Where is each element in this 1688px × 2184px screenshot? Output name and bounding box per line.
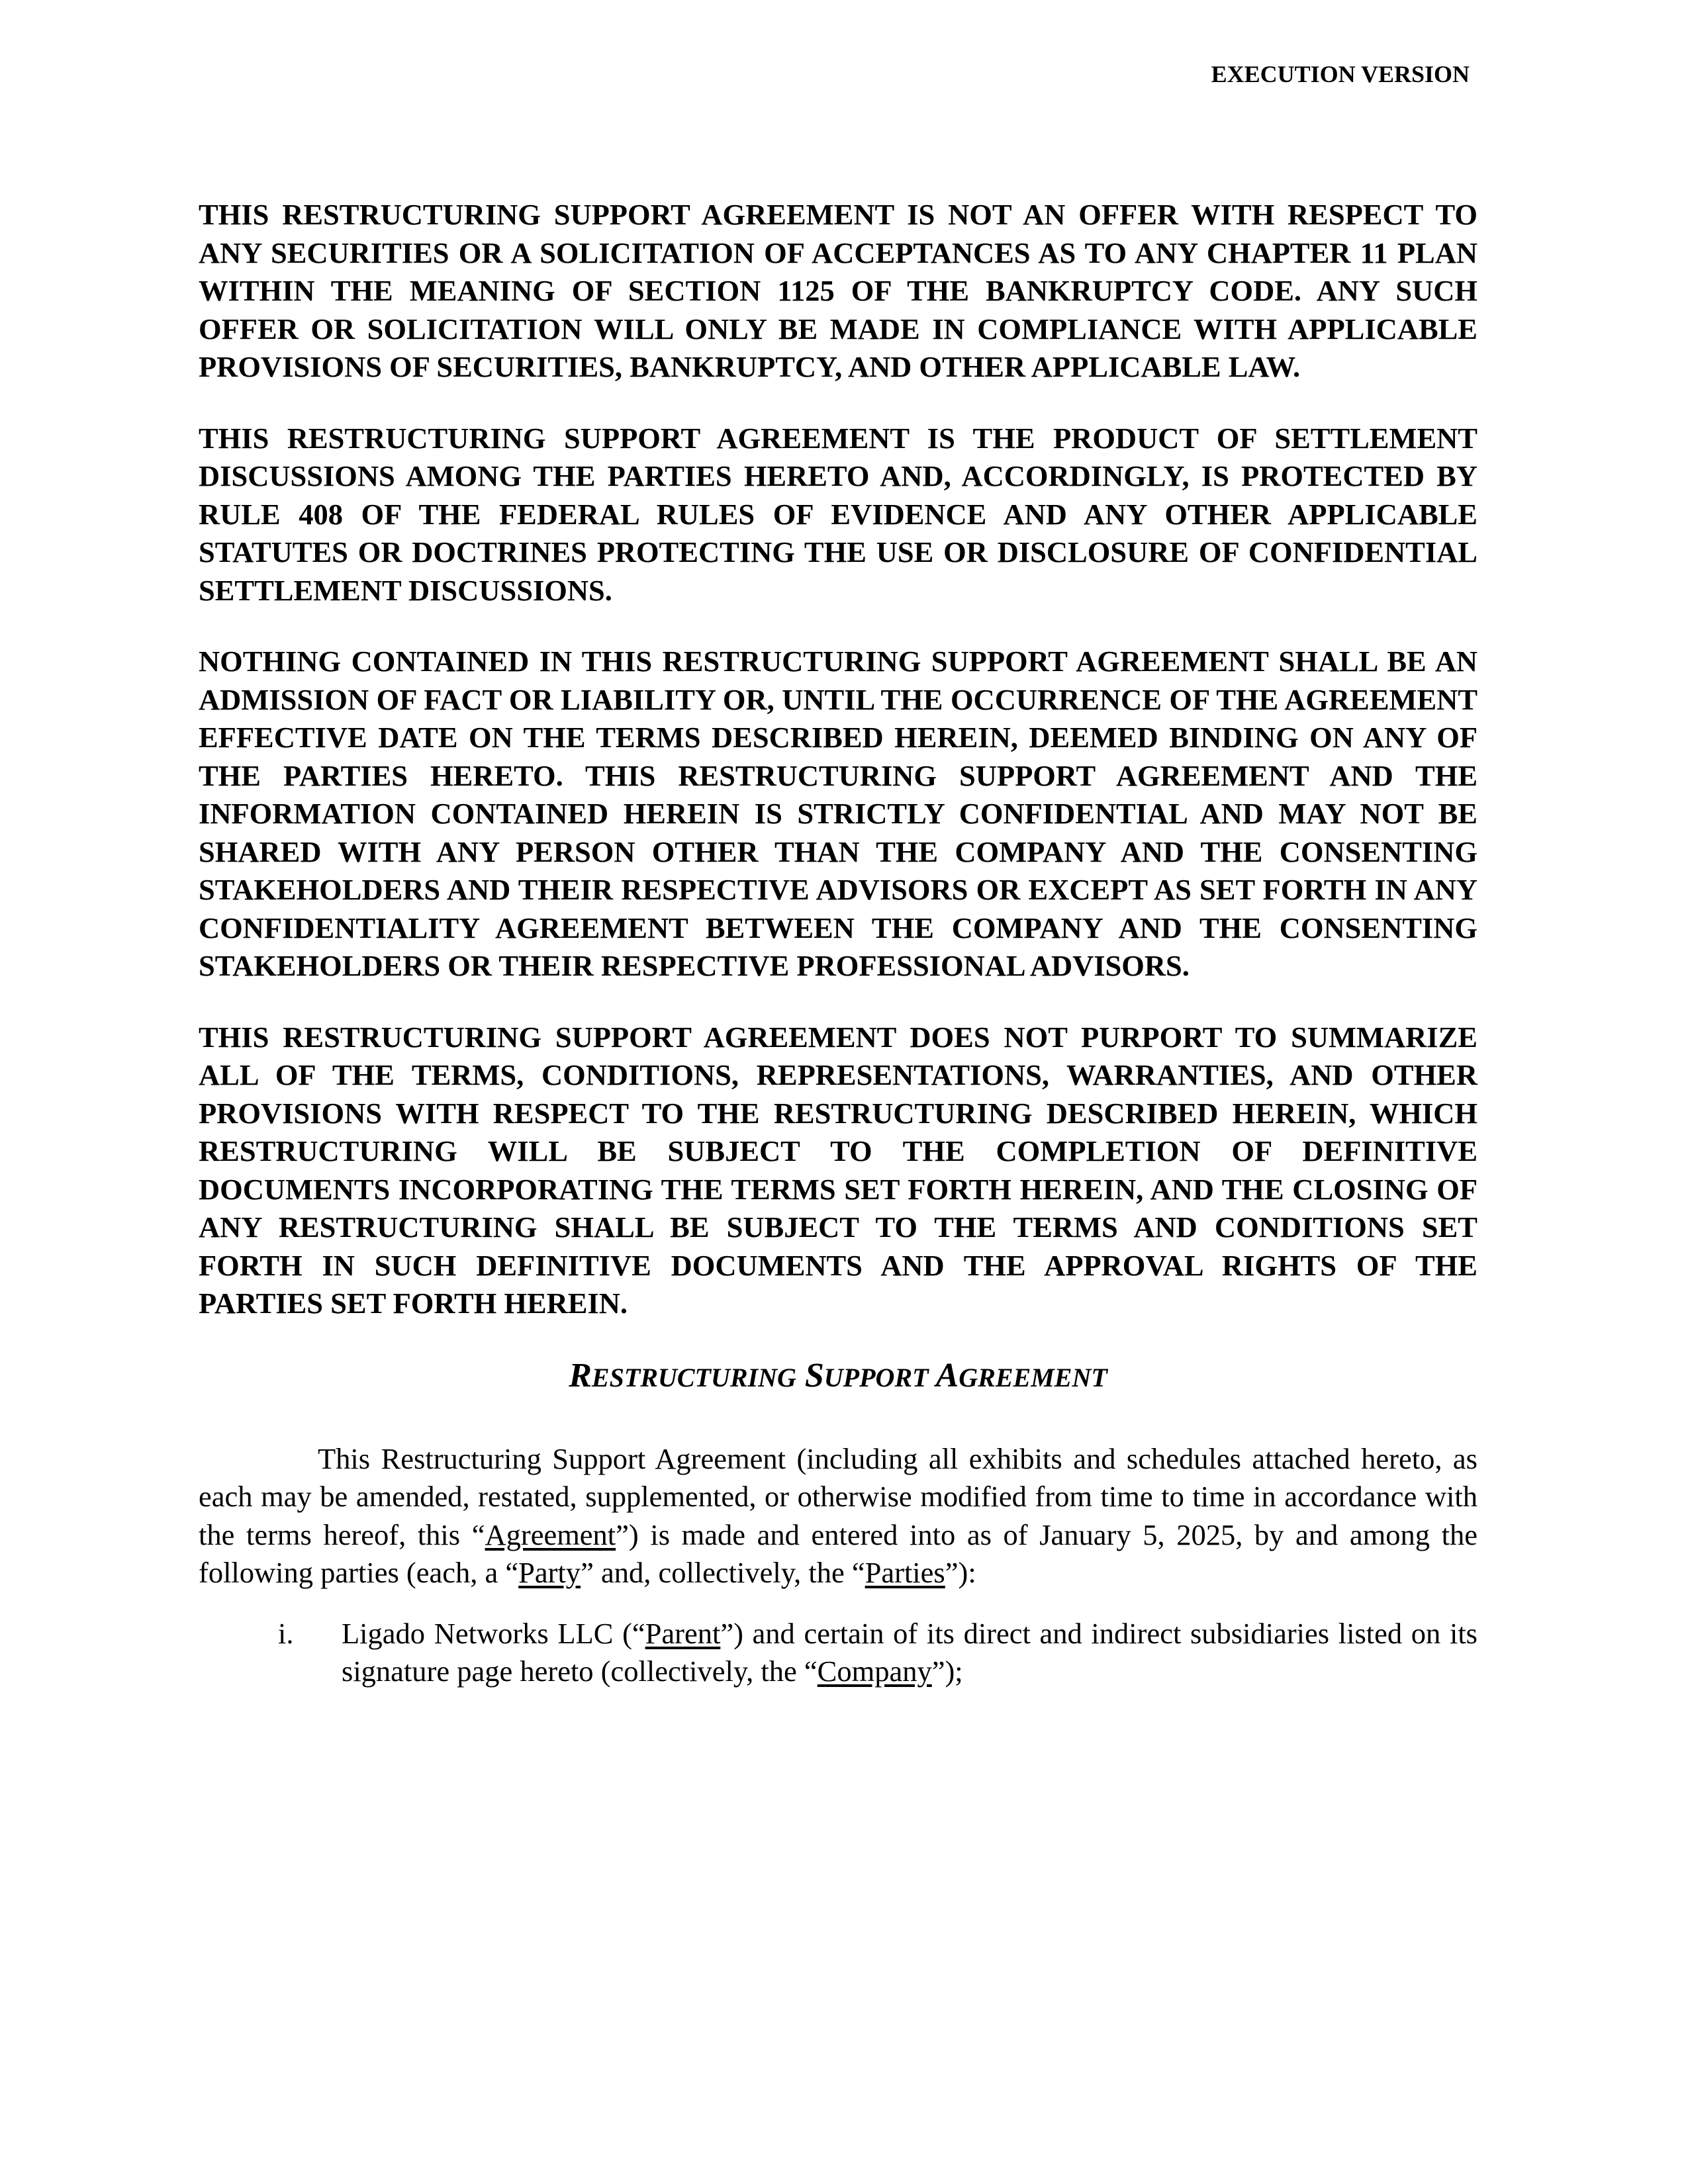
disclaimer-confidentiality: NOTHING CONTAINED IN THIS RESTRUCTURING SUPPORT AGREEMENT SHALL BE AN ADMISSION OF FACT OR LIABILITY OR, UNTIL THE OCCURRENCE OF THE AGREEMENT EFFECTIVE DATE ON THE TERMS DESCRIBED HEREIN, DEEMED BINDING ON ANY OF THE PARTIES HERETO. THIS RESTRUCTURING SUPPORT AGREEMENT AND THE INFORMATION CONTAINED HEREIN IS STRICTLY CONFIDENTIAL AND MAY NOT BE SHARED WITH ANY PERSON OTHER THAN THE COMPANY AND THE CONSENTING STAKEHOLDERS AND THEIR RESPECTIVE ADVISORS OR EXCEPT AS SET FORTH IN ANY CONFIDENTIALITY AGREEMENT BETWEEN THE COMPANY AND THE CONSENTING STAKEHOLDERS OR THEIR RESPECTIVE PROFESSIONAL ADVISORS. — [199, 645, 1477, 982]
intro-paragraph — [199, 1440, 1477, 1592]
defined-term-parties: Parties — [865, 1556, 945, 1589]
party-text: ”); — [931, 1655, 963, 1688]
title-initial: A — [935, 1356, 959, 1394]
title-initial: R — [569, 1356, 592, 1394]
defined-term-parent: Parent — [645, 1616, 721, 1650]
disclaimer-securities: THIS RESTRUCTURING SUPPORT AGREEMENT IS NOT AN OFFER WITH RESPECT TO ANY SECURITIES OR A SOLICITATION OF ACCEPTANCES AS TO ANY CHAPTER 11 PLAN WITHIN THE MEANING OF SECTION 1125 OF THE BANKRUPTCY CODE. ANY SUCH OFFER OR SOLICITATION WILL ONLY BE MADE IN COMPLIANCE WITH APPLICABLE PROVISIONS OF SECURITIES, BANKRUPTCY, AND OTHER APPLICABLE LAW. — [199, 198, 1477, 383]
defined-term-agreement: Agreement — [485, 1518, 616, 1551]
intro-text: This Restructuring Support Agreement (including all exhibits and schedules attached hereto, as each may be amended, restated, supplemented, or otherwise modified from time to time in accordance with the terms hereof, this “ — [199, 1441, 1477, 1551]
list-marker: i. — [278, 1616, 294, 1650]
disclaimer-settlement: THIS RESTRUCTURING SUPPORT AGREEMENT IS THE PRODUCT OF SETTLEMENT DISCUSSIONS AMONG THE PARTIES HERETO AND, ACCORDINGLY, IS PROTECTED BY RULE 408 OF THE FEDERAL RULES OF EVIDENCE AND ANY OTHER APPLICABLE STATUTES OR DOCTRINES PROTECTING THE USE OR DISCLOSURE OF CONFIDENTIAL SETTLEMENT DISCUSSIONS. — [199, 421, 1477, 607]
party-text: ”) and certain of its direct and indirect subsidiaries listed on its signature page hereto (collectively, the “ — [342, 1616, 1478, 1688]
defined-term-party: Party — [518, 1556, 581, 1589]
document-body — [199, 196, 1477, 1691]
execution-version-label: EXECUTION VERSION — [1211, 61, 1470, 87]
title-initial: S — [804, 1356, 824, 1394]
intro-text: ” and, collectively, the “ — [581, 1556, 865, 1589]
intro-text: ”) is made and entered into as of January 5, 2025, by and among the following parties (each, a “ — [199, 1518, 1477, 1589]
party-text: Ligado Networks LLC (“ — [342, 1616, 645, 1650]
title-word-rest: GREEMENT — [959, 1362, 1107, 1392]
disclaimer-definitive-documents: THIS RESTRUCTURING SUPPORT AGREEMENT DOES NOT PURPORT TO SUMMARIZE ALL OF THE TERMS, CONDITIONS, REPRESENTATIONS, WARRANTIES, AND OTHER PROVISIONS WITH RESPECT TO THE RESTRUCTURING DESCRIBED HEREIN, WHICH RESTRUCTURING WILL BE SUBJECT TO THE COMPLETION OF DEFINITIVE DOCUMENTS INCORPORATING THE TERMS SET FORTH HEREIN, AND THE CLOSING OF ANY RESTRUCTURING SHALL BE SUBJECT TO THE TERMS AND CONDITIONS SET FORTH IN SUCH DEFINITIVE DOCUMENTS AND THE APPROVAL RIGHTS OF THE PARTIES SET FORTH HEREIN. — [199, 1020, 1477, 1320]
party-list-item — [199, 1615, 1477, 1691]
document-title — [199, 1356, 1477, 1398]
title-word-rest: ESTRUCTURING — [591, 1362, 796, 1392]
intro-text: ”): — [945, 1556, 976, 1589]
defined-term-company: Company — [817, 1655, 932, 1688]
title-word-rest: UPPORT — [823, 1362, 929, 1392]
